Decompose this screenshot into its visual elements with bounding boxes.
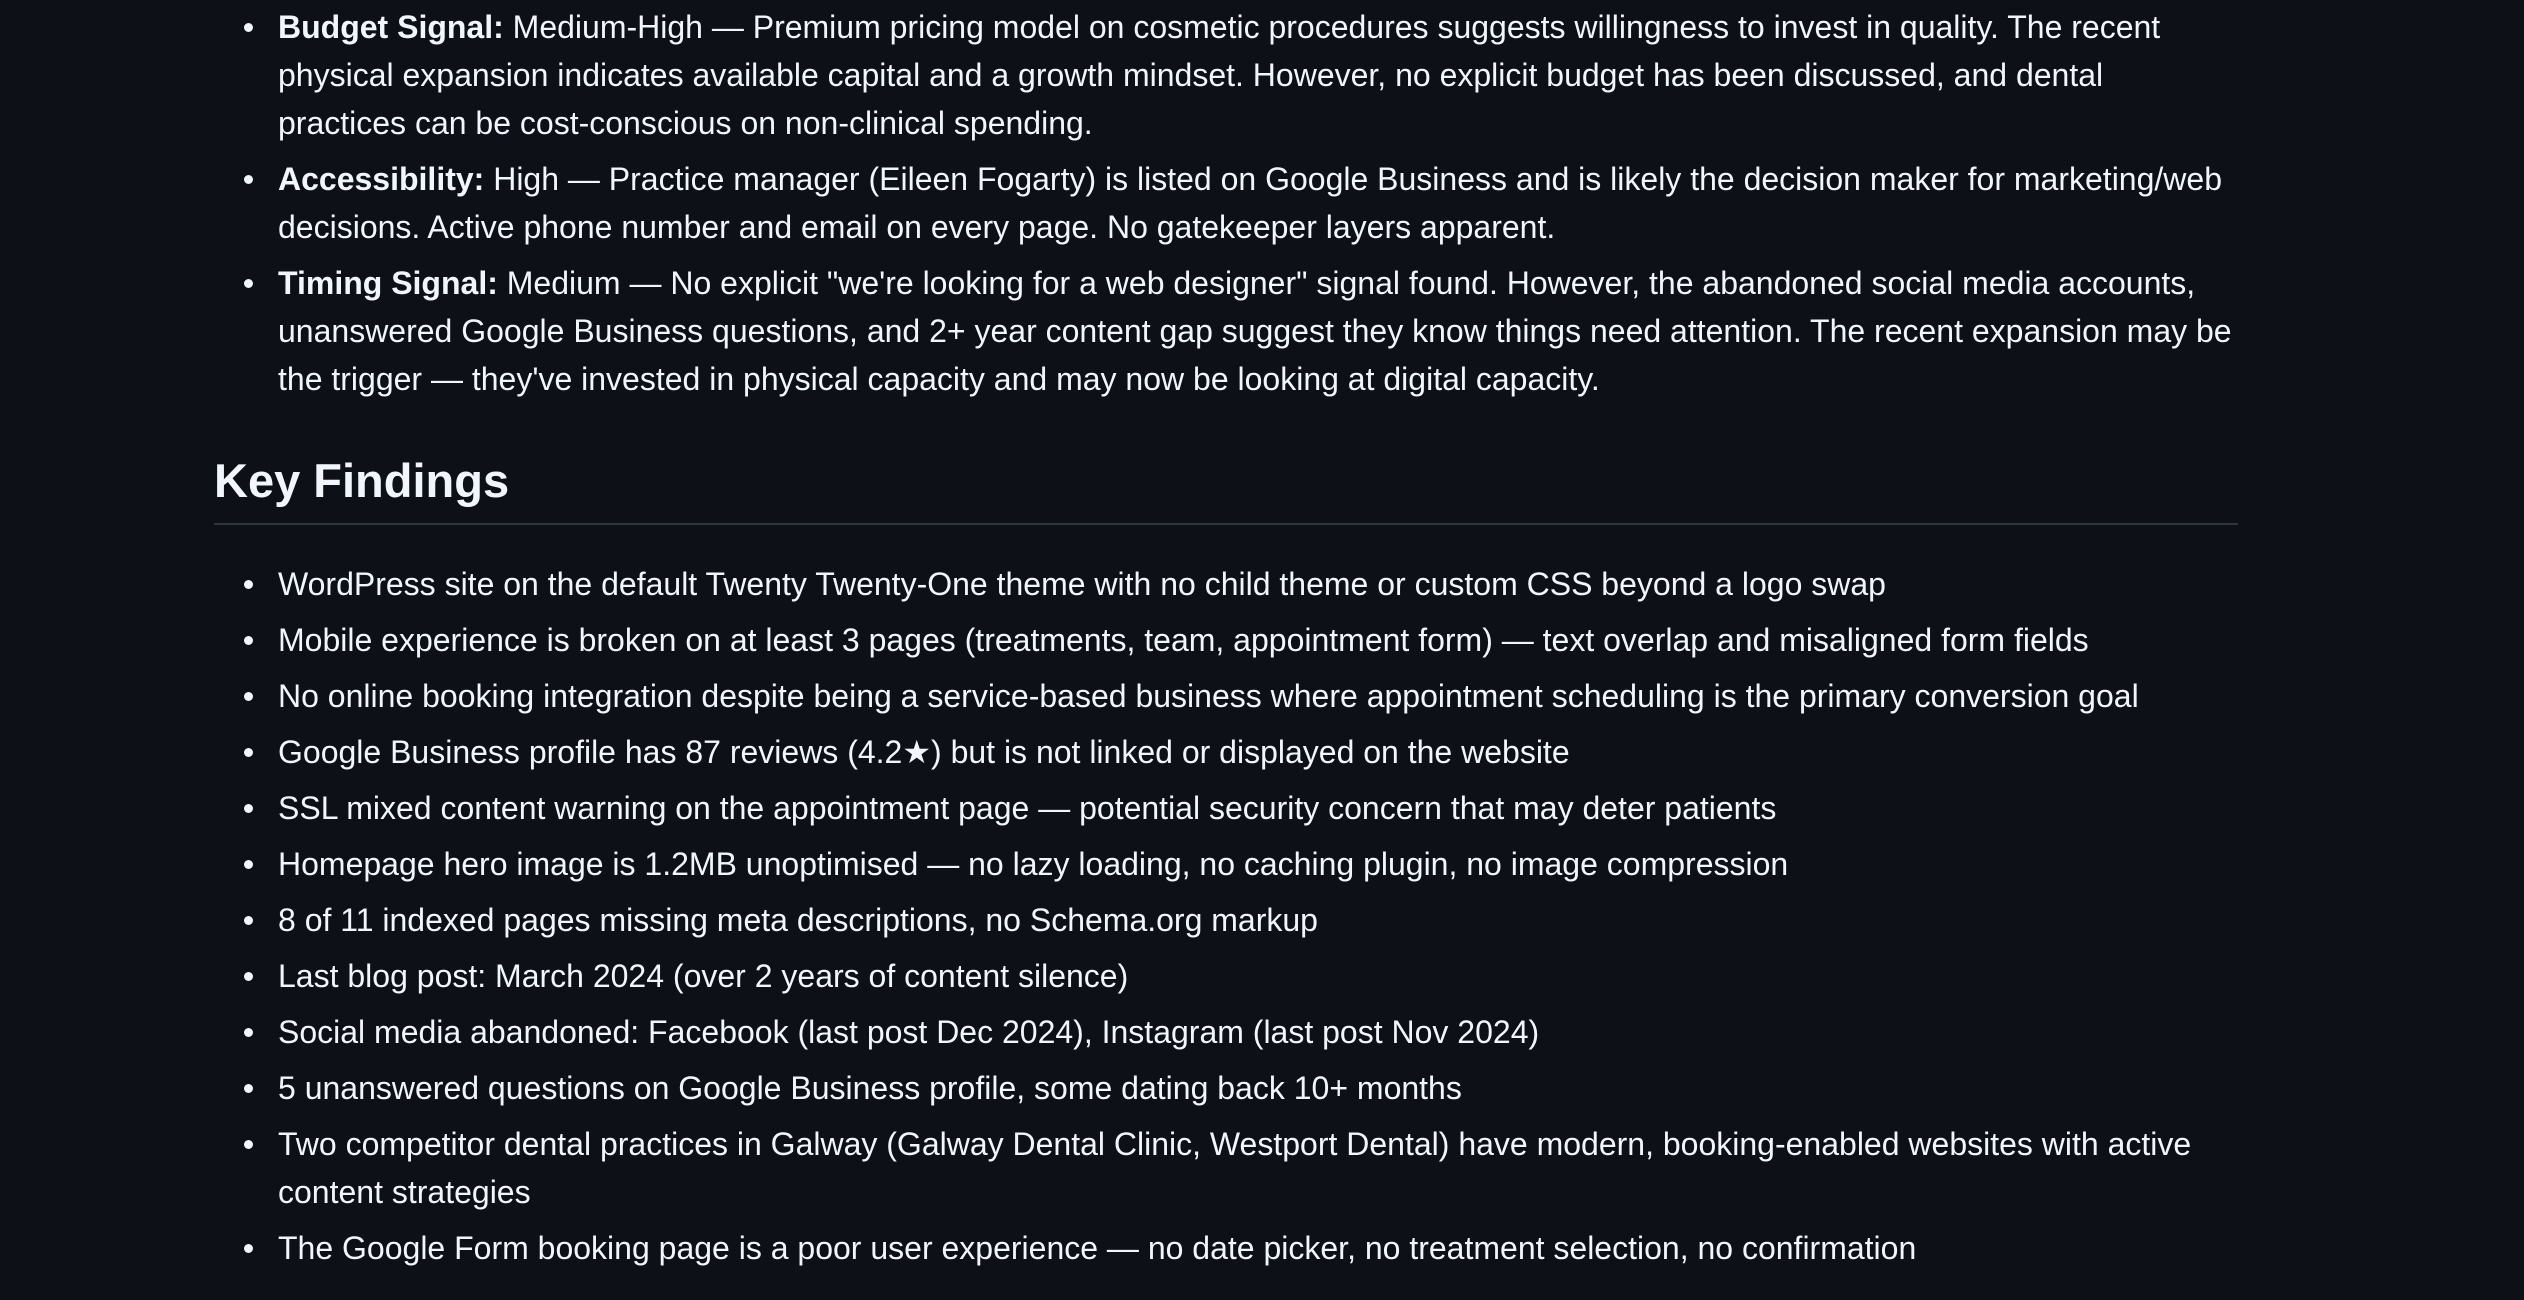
signal-text: Medium-High — Premium pricing model on cosmetic procedures suggests willingness to invest in quality. The recent physical expansion indicates available capital and a growth mindset. However, no explicit budget has been discussed, and dental practices can be cost-conscious on non-clinical spending. <box>278 9 2161 141</box>
list-item: Two competitor dental practices in Galway (Galway Dental Clinic, Westport Dental) have modern, booking-enabled websites with active content strategies <box>278 1120 2238 1216</box>
signal-text: High — Practice manager (Eileen Fogarty) is listed on Google Business and is likely the decision maker for marketing/web decisions. Active phone number and email on every page. No gatekeeper layers apparent. <box>278 161 2222 245</box>
list-item: 5 unanswered questions on Google Business profile, some dating back 10+ months <box>278 1064 2238 1112</box>
list-item <box>278 155 2238 251</box>
list-item: Last blog post: March 2024 (over 2 years of content silence) <box>278 952 2238 1000</box>
signal-label: Accessibility: <box>278 161 485 197</box>
list-item: 8 of 11 indexed pages missing meta descriptions, no Schema.org markup <box>278 896 2238 944</box>
list-item <box>278 3 2238 147</box>
signals-list <box>214 0 2238 403</box>
list-item: The Google Form booking page is a poor user experience — no date picker, no treatment selection, no confirmation <box>278 1224 2238 1272</box>
signal-label: Timing Signal: <box>278 265 498 301</box>
signal-label: Budget Signal: <box>278 9 504 45</box>
list-item: No online booking integration despite being a service-based business where appointment scheduling is the primary conversion goal <box>278 672 2238 720</box>
list-item: Homepage hero image is 1.2MB unoptimised — no lazy loading, no caching plugin, no image compression <box>278 840 2238 888</box>
list-item: WordPress site on the default Twenty Twenty-One theme with no child theme or custom CSS beyond a logo swap <box>278 560 2238 608</box>
list-item: SSL mixed content warning on the appointment page — potential security concern that may deter patients <box>278 784 2238 832</box>
list-item <box>278 259 2238 403</box>
list-item: Mobile experience is broken on at least 3 pages (treatments, team, appointment form) — text overlap and misaligned form fields <box>278 616 2238 664</box>
document-content <box>214 0 2238 1266</box>
signal-text: Medium — No explicit "we're looking for a web designer" signal found. However, the abandoned social media accounts, unanswered Google Business questions, and 2+ year content gap suggest they know things need attention. The recent expansion may be the trigger — they've invested in physical capacity and may now be looking at digital capacity. <box>278 265 2232 397</box>
list-item: Google Business profile has 87 reviews (4.2★) but is not linked or displayed on the website <box>278 728 2238 776</box>
key-findings-section <box>214 451 2238 525</box>
key-findings-list <box>214 560 2238 1272</box>
list-item: Social media abandoned: Facebook (last post Dec 2024), Instagram (last post Nov 2024) <box>278 1008 2238 1056</box>
section-heading: Key Findings <box>214 451 2238 525</box>
